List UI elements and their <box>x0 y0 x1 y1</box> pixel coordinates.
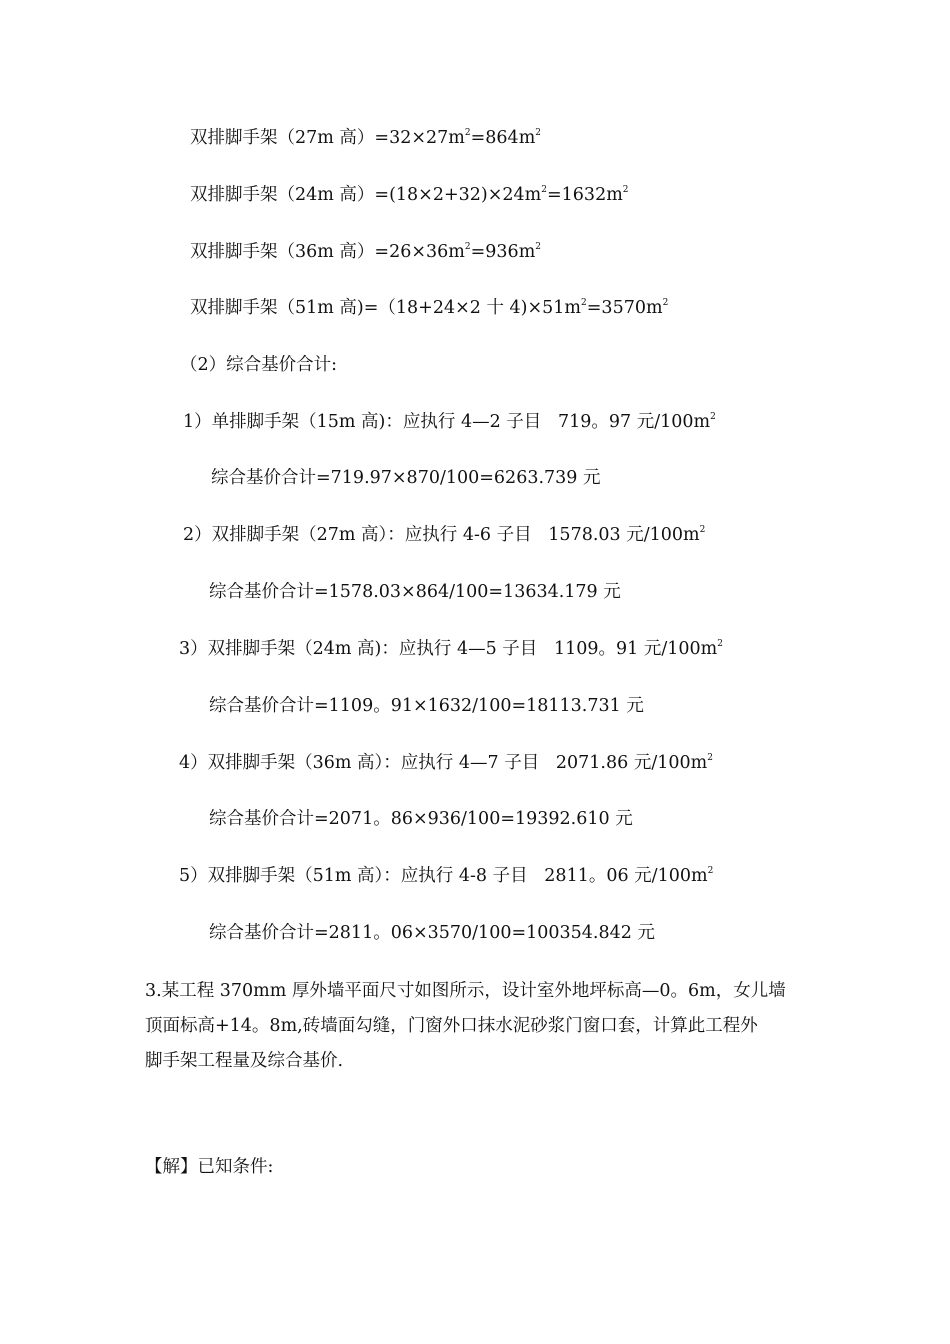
area-line-51m: 双排脚手架（51m 高)=（18+24×2 十 $4)\times 51m^2=3570m^2$ <box>190 298 669 318</box>
area-line-36m: 双排脚手架（36m 高）$=26\times 36m^2=936m^2$ <box>190 242 542 262</box>
problem-3-line-2: 顶面标高+14。8m,砖墙面勾缝，门窗外口抹水泥砂浆门窗口套，计算此工程外 <box>145 1016 758 1036</box>
problem-3-line-3: 脚手架工程量及综合基价. <box>145 1051 344 1071</box>
problem-3-paragraph <box>145 974 810 1079</box>
price-item-2: 2）双排脚手架（27m 高）：应执行 4-6 子目 1578.03 元$/100m^2$ <box>183 525 706 545</box>
price-total-3: 综合基价合计=1109。91×1632/100=18113.731 元 <box>209 696 644 716</box>
area-line-24m: 双排脚手架（24m 高）$=(18\times 2+32)\times 24m^2=1632m^2$ <box>190 185 629 205</box>
section-heading: （2）综合基价合计: <box>180 355 338 375</box>
price-total-5: 综合基价合计=2811。06×3570/100=100354.842 元 <box>209 923 655 943</box>
price-item-4: 4）双排脚手架（36m 高）：应执行 4—7 子目 2071.86 元$/100m^2$ <box>179 753 713 773</box>
price-item-1: 1）单排脚手架（15m 高)：应执行 4—2 子目 719。97 元$/100m^2$ <box>183 412 716 432</box>
price-item-5: 5）双排脚手架（51m 高）：应执行 4-8 子目 2811。06 元$/100m^2$ <box>179 866 714 886</box>
area-line-27m: 双排脚手架（27m 高）$=32\times 27m^2=864m^2$ <box>190 128 542 148</box>
price-item-3: 3）双排脚手架（24m 高)：应执行 4—5 子目 1109。91 元$/100m^2$ <box>179 639 723 659</box>
price-total-2: 综合基价合计=1578.03×864/100=13634.179 元 <box>209 582 621 602</box>
problem-3-line-1: 3.某工程 370mm 厚外墙平面尺寸如图所示，设计室外地坪标高—0。6m，女儿墙 <box>145 981 786 1001</box>
price-total-1: 综合基价合计=719.97×870/100=6263.739 元 <box>211 468 601 488</box>
price-total-4: 综合基价合计=2071。86×936/100=19392.610 元 <box>209 809 633 829</box>
solution-heading: 【解】已知条件: <box>145 1157 274 1177</box>
